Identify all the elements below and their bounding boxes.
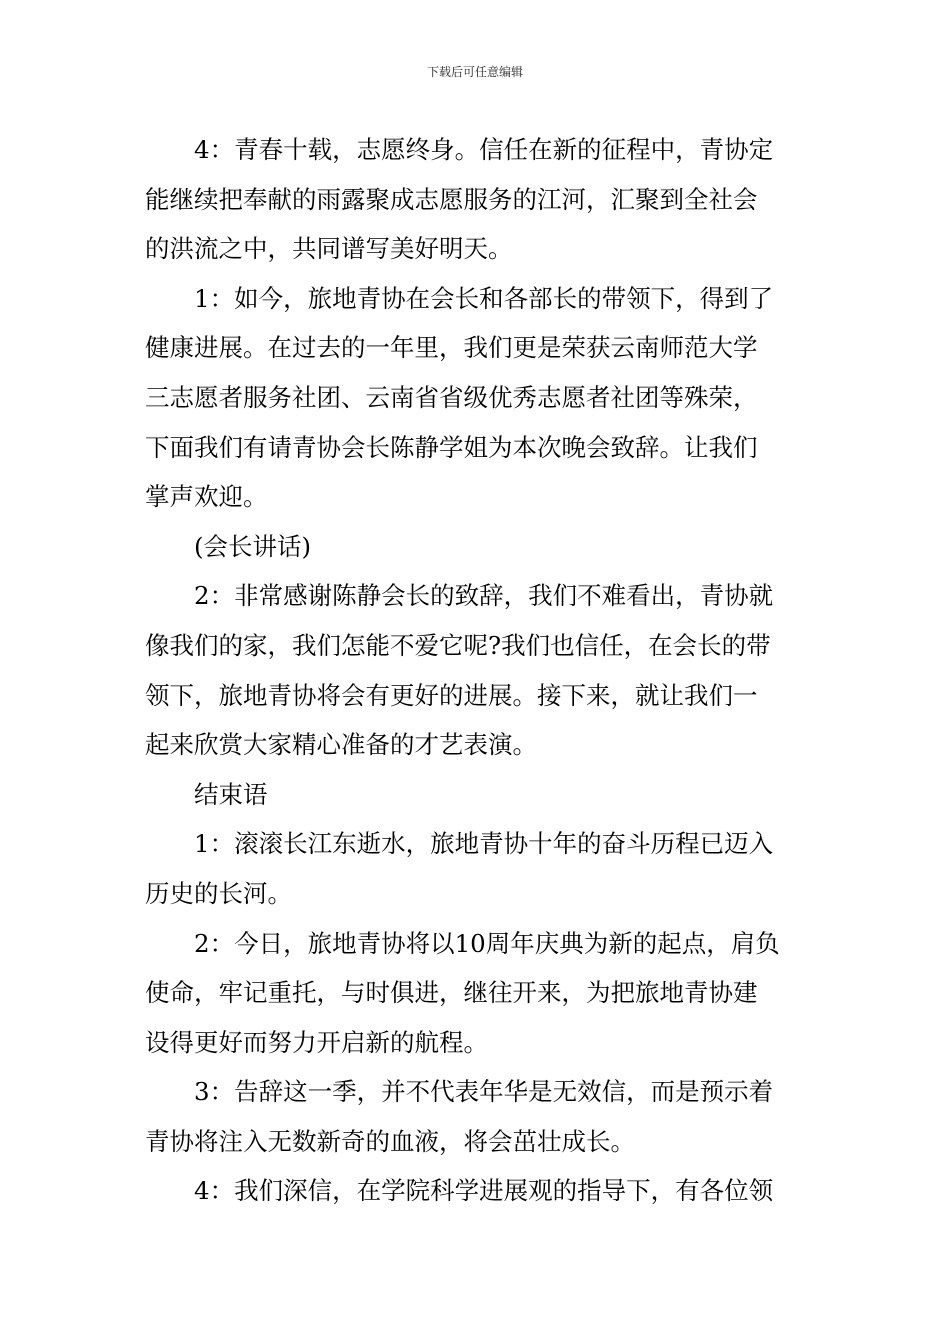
paragraph-4 — [145, 571, 807, 769]
paragraph-7 — [145, 919, 807, 1068]
text-line: 历史的长河。 — [145, 878, 292, 908]
paragraph-1 — [145, 125, 807, 274]
text-line: 2：今日，旅地青协将以10周年庆典为新的起点，肩负 — [194, 928, 780, 958]
paragraph-6 — [145, 819, 807, 918]
text-line: 下面我们有请青协会长陈静学姐为本次晚会致辞。让我们 — [145, 432, 758, 462]
text-line: 起来欣赏大家精心准备的才艺表演。 — [145, 730, 537, 760]
text-line: 青协将注入无数新奇的血液，将会茁壮成长。 — [145, 1126, 635, 1156]
paragraph-2 — [145, 274, 807, 522]
text-line: 3：告辞这一季，并不代表年华是无效信，而是预示着 — [194, 1077, 774, 1107]
document-body — [145, 125, 807, 1216]
text-line: 4：我们深信，在学院科学进展观的指导下，有各位领 — [194, 1176, 774, 1206]
text-line: 三志愿者服务社团、云南省省级优秀志愿者社团等殊荣， — [145, 382, 758, 412]
text-line: 掌声欢迎。 — [145, 482, 268, 512]
text-line: 1：滚滚长江东逝水，旅地青协十年的奋斗历程已迈入 — [194, 829, 774, 859]
paragraph-3 — [145, 522, 807, 572]
text-line: (会长讲话) — [194, 531, 312, 561]
text-line: 设得更好而努力开启新的航程。 — [145, 1027, 488, 1057]
text-line: 结束语 — [194, 779, 268, 809]
text-line: 1：如今，旅地青协在会长和各部长的带领下，得到了 — [194, 283, 774, 313]
paragraph-9 — [145, 1166, 807, 1216]
text-line: 2：非常感谢陈静会长的致辞，我们不难看出，青协就 — [194, 581, 774, 611]
paragraph-8 — [145, 1067, 807, 1166]
page-header-note: 下载后可任意编辑 — [426, 65, 523, 79]
paragraph-5 — [145, 770, 807, 820]
text-line: 4：青春十载，志愿终身。信任在新的征程中，青协定 — [194, 135, 774, 164]
text-line: 领下，旅地青协将会有更好的进展。接下来，就让我们一 — [145, 680, 758, 710]
text-line: 能继续把奉献的雨露聚成志愿服务的江河，汇聚到全社会 — [145, 184, 758, 214]
text-line: 的洪流之中，共同谱写美好明天。 — [145, 234, 513, 264]
text-line: 健康进展。在过去的一年里，我们更是荣获云南师范大学 — [145, 333, 758, 363]
text-line: 使命，牢记重托，与时俱进，继往开来，为把旅地青协建 — [145, 978, 758, 1008]
text-line: 像我们的家，我们怎能不爱它呢?我们也信任，在会长的带 — [145, 630, 771, 660]
